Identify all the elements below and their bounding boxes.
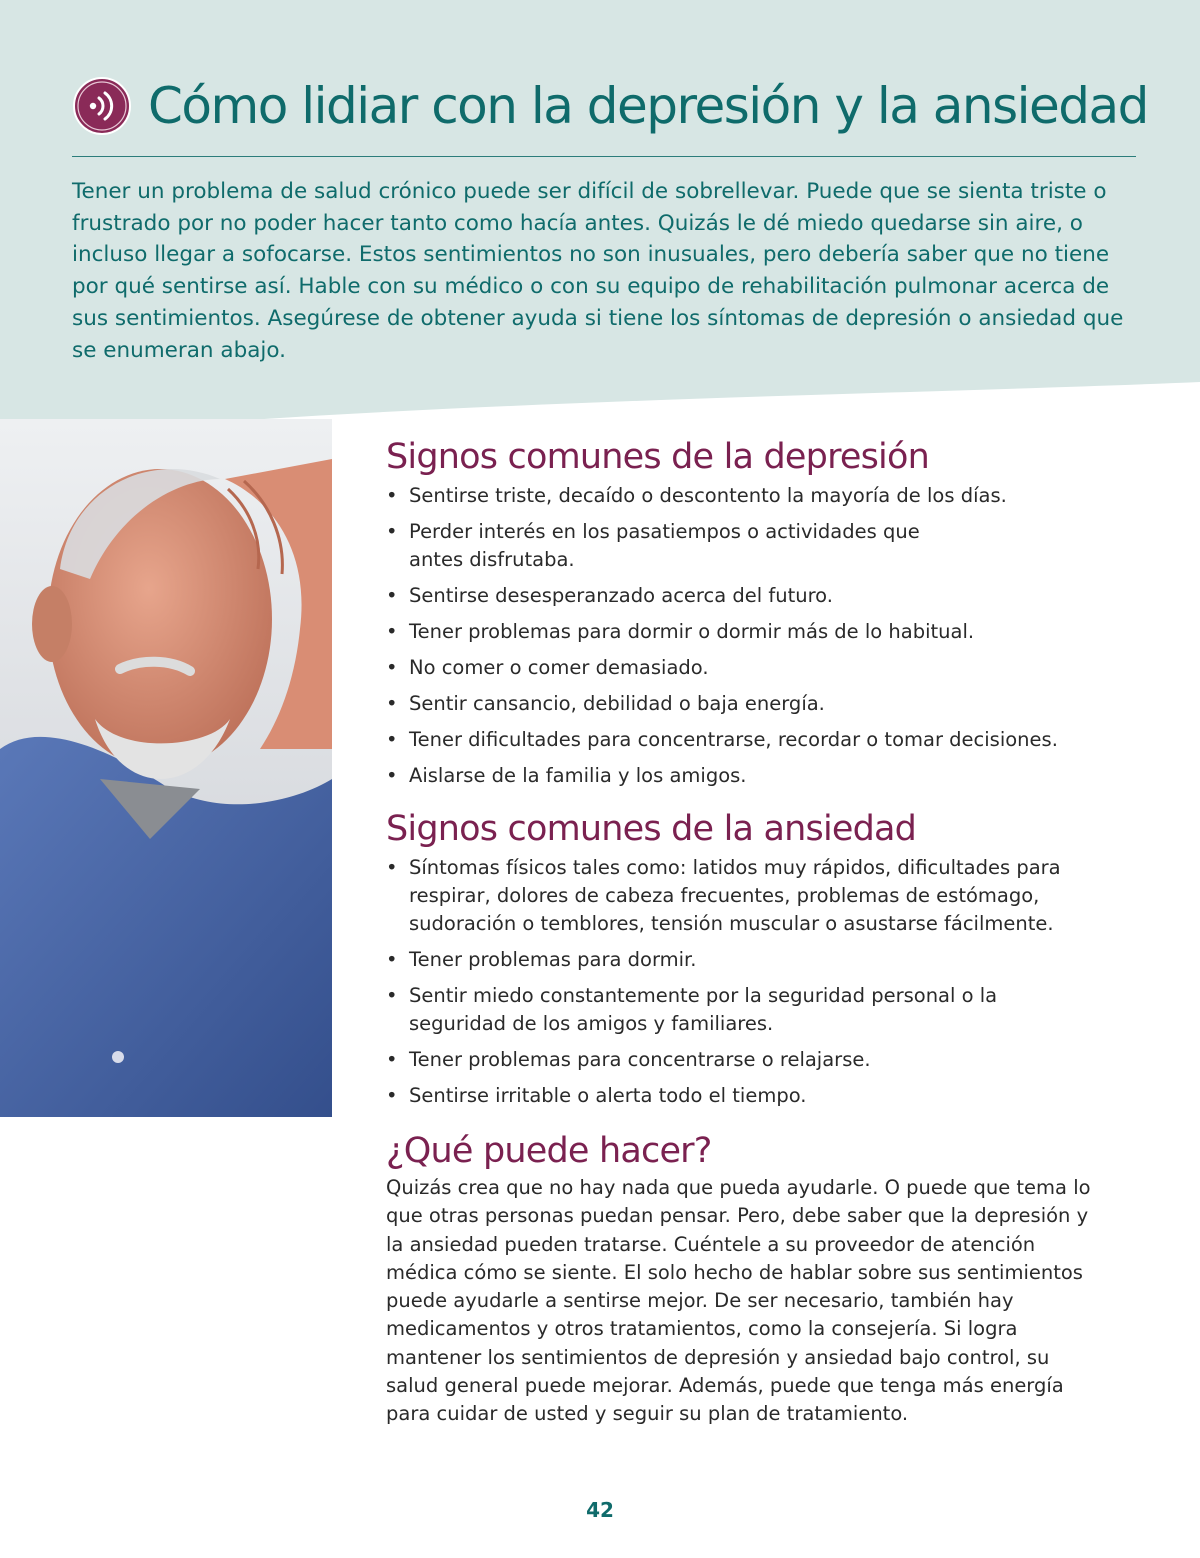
list-item: • Sentir miedo constantemente por la seguridad personal o la seguridad de los amigos y familiares. xyxy=(386,982,1059,1038)
title-divider xyxy=(72,156,1136,157)
anxiety-heading: Signos comunes de la ansiedad xyxy=(386,809,917,849)
sound-waves-icon xyxy=(72,76,132,136)
main-content xyxy=(386,434,1146,1429)
list-item: • Sentirse desesperanzado acerca del futuro. xyxy=(386,582,1146,610)
depression-section xyxy=(386,434,1146,790)
list-item: • Sentirse irritable o alerta todo el tiempo. xyxy=(386,1082,1146,1110)
depression-list xyxy=(386,482,1146,790)
what-to-do-paragraph: Quizás crea que no hay nada que pueda ayudarle. O puede que tema lo que otras personas puedan pensar. Pero, debe saber que la depresión y la ansiedad pueden tratarse. Cuéntele a su proveedor de atención médica cómo se siente. El solo hecho de hablar sobre sus sentimientos puede ayudarle a sentirse mejor. De ser necesario, también hay medicamentos y otros tratamientos, como la consejería. Si logra mantener los sentimientos de depresión y ansiedad bajo control, su salud general puede mejorar. Además, puede que tenga más energía para cuidar de usted y seguir su plan de tratamiento. xyxy=(386,1176,1091,1426)
list-item: • No comer o comer demasiado. xyxy=(386,654,1146,682)
list-item: • Tener problemas para dormir. xyxy=(386,946,1146,974)
anxiety-section xyxy=(386,806,1146,1110)
anxiety-list xyxy=(386,854,1146,1110)
page-number: 42 xyxy=(586,1498,614,1522)
list-item: • Síntomas físicos tales como: latidos muy rápidos, dificultades para respirar, dolores de cabeza frecuentes, problemas de estómago, sudoración o temblores, tensión muscular o asustarse fácilmente. xyxy=(386,854,1109,938)
list-item: • Sentirse triste, decaído o descontento la mayoría de los días. xyxy=(386,482,1146,510)
depression-heading: Signos comunes de la depresión xyxy=(386,437,929,477)
list-item: • Tener problemas para concentrarse o relajarse. xyxy=(386,1046,1146,1074)
list-item: • Tener dificultades para concentrarse, recordar o tomar decisiones. xyxy=(386,726,1146,754)
what-to-do-section xyxy=(386,1128,1146,1429)
list-item: • Tener problemas para dormir o dormir más de lo habitual. xyxy=(386,618,1146,646)
list-item: • Sentir cansancio, debilidad o baja energía. xyxy=(386,690,1146,718)
what-to-do-heading: ¿Qué puede hacer? xyxy=(386,1131,712,1171)
page-title: Cómo lidiar con la depresión y la ansiedad xyxy=(148,77,1148,135)
intro-paragraph: Tener un problema de salud crónico puede ser difícil de sobrellevar. Puede que se sienta triste o frustrado por no poder hacer tanto como hacía antes. Quizás le dé miedo quedarse sin aire, o incluso llegar a sofocarse. Estos sentimientos no son inusuales, pero debería saber que no tiene por qué sentirse así. Hable con su médico o con su equipo de rehabilitación pulmonar acerca de sus sentimientos. Asegúrese de obtener ayuda si tiene los síntomas de depresión o ansiedad que se enumeran abajo. xyxy=(72,179,1124,363)
title-row xyxy=(72,70,1148,142)
list-item: • Perder interés en los pasatiempos o actividades que antes disfrutaba. xyxy=(386,518,979,574)
list-item: • Aislarse de la familia y los amigos. xyxy=(386,762,1146,790)
photo-worried-man xyxy=(0,419,332,1117)
